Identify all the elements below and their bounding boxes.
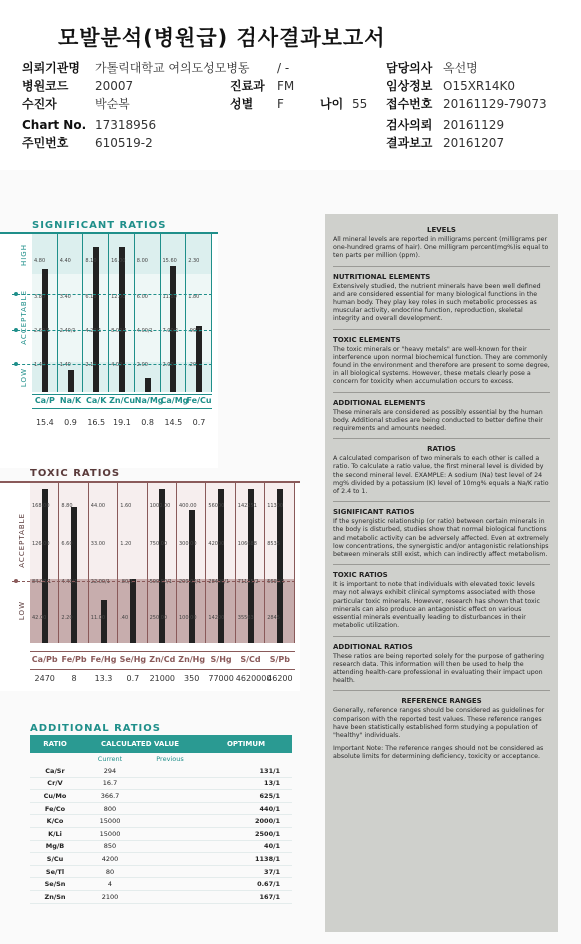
important-note-text: Important Note: The reference ranges should not be considered as absolute limits for determining deficiency, toxicity or acceptance.	[333, 745, 544, 761]
toxic-ratios-chart	[0, 481, 300, 691]
significant-ratios-text: If the synergistic relationship (or ratio) between certain minerals in the body is disturbed, studies show that normal biological functions and metabolic activity can be adversely affected. Even at extremely low concentrations, the synergistic and/or antagonistic relationships between minerals still exist, which can indirectly affect metabolism.	[333, 518, 549, 559]
tick-label: 126.00	[32, 541, 50, 547]
ratios-heading: RATIOS	[427, 445, 456, 454]
tick-label: 750.00	[149, 541, 168, 547]
table-subheader: Current Previous	[97, 755, 184, 763]
info-value: 옥선명	[443, 61, 478, 75]
info-label: 검사의뢰	[386, 118, 433, 132]
tick-label: 2.40/1	[59, 328, 76, 334]
tick-label: 11.80	[162, 294, 177, 300]
levels-text: All mineral levels are reported in milligrams percent (milligrams per one-hundred grams of hair). One milligram percent(mg%)is equal to ten parts per million (ppm).	[333, 236, 549, 260]
tick-label: 2.00	[162, 362, 174, 368]
significant-bar	[119, 247, 125, 392]
ratio-value: 0.7	[192, 418, 206, 427]
info-value: FM	[277, 79, 295, 93]
ratio-value: 4620000	[235, 674, 272, 683]
tick-label: 28400/1	[208, 579, 230, 585]
significant-bar	[93, 247, 99, 392]
toxic-bar	[130, 579, 136, 643]
ratio-label: S/Hg	[210, 655, 232, 664]
ratio-value: 13.3	[94, 674, 113, 683]
tick-label: 8.00/1	[111, 328, 128, 334]
scanned-report	[0, 170, 581, 944]
tick-label: 4.00	[111, 362, 123, 368]
info-value: 17318956	[95, 118, 157, 132]
additional-ratios-heading: ADDITIONAL RATIOS	[333, 642, 413, 651]
ratio-label: Fe/Cu	[186, 396, 212, 405]
tick-label: 300.00	[179, 541, 197, 547]
tick-label: 8.10	[85, 258, 97, 264]
toxic-ratios-title: TOXIC RATIOS	[30, 468, 121, 479]
ratio-value: 0.8	[141, 418, 154, 427]
info-value: 박순복	[95, 97, 130, 111]
ratio-label: Se/Hg	[119, 655, 147, 664]
toxic-bar	[71, 507, 77, 643]
ratio-label: S/Pb	[269, 655, 291, 664]
tick-label: 35563	[237, 615, 254, 621]
tick-label: 16.00	[111, 258, 126, 264]
ratios-text: A calculated comparison of two minerals to each other is called a ratio. To calculate a ratio value, the first mineral level is divided by the second mineral level. EXAMPLE: A sodium (Na) test level of 24 mg% divided by a potassium (K) level of 10mg% equals a Na/K ratio of 2.4 to 1.	[333, 455, 549, 496]
reference-ranges-text: Generally, reference ranges should be considered as guidelines for comparison with the reported test values. These reference ranges have been statistically established form studying a population of "healthy" individuals.	[333, 707, 545, 739]
ratio-label: Zn/Cd	[149, 655, 176, 664]
ratio-label: S/Cd	[240, 655, 261, 664]
info-label: 진료과	[230, 79, 265, 93]
ratio-label: Zn/Cu	[109, 396, 136, 405]
tick-label: 42.00	[32, 615, 47, 621]
info-value: O15XR14K0	[443, 79, 516, 93]
additional-ratios-title: ADDITIONAL RATIOS	[30, 723, 161, 734]
tick-label: 100.00	[179, 615, 197, 621]
tick-label: 1.80	[188, 294, 200, 300]
ratio-label: Ca/Pb	[31, 655, 58, 664]
toxic-bar	[101, 600, 107, 643]
tick-label: 2.00	[136, 362, 148, 368]
zone-low-label: LOW	[20, 368, 28, 388]
levels-heading: LEVELS	[427, 226, 456, 234]
tick-label: 2.20	[61, 615, 73, 621]
significant-bar	[145, 378, 151, 392]
zone-acceptable-label: ACCEPTABLE	[20, 290, 28, 345]
tick-label: 1.60	[120, 503, 132, 509]
significant-ratios-chart	[0, 232, 218, 468]
tick-label: 4.80	[34, 258, 46, 264]
nutritional-heading: NUTRITIONAL ELEMENTS	[333, 272, 431, 281]
table-row: Ca/Sr 294 131/1	[30, 765, 292, 778]
ratio-value: 46200	[267, 674, 293, 683]
info-label: 병원코드	[22, 79, 69, 93]
ratio-value: 77000	[208, 674, 234, 683]
info-value: 20007	[95, 79, 134, 93]
tick-label: 2.10	[85, 362, 97, 368]
tick-label: 8535	[267, 541, 280, 547]
ratio-label: Ca/K	[86, 396, 107, 405]
info-label: 성별	[230, 97, 254, 111]
tick-label: 3.40	[59, 294, 71, 300]
toxic-elements-heading: TOXIC ELEMENTS	[333, 335, 401, 344]
info-value: 20161129-79073	[443, 97, 547, 111]
tick-label: 2.60/1	[34, 328, 50, 334]
tick-label: 2845	[267, 615, 280, 621]
info-value: 20161129	[443, 118, 505, 132]
ratio-value: 0.9	[64, 418, 77, 427]
info-label: / -	[277, 61, 290, 75]
tick-label: 5690/1	[267, 579, 285, 585]
age-label: 나이	[320, 97, 344, 111]
tick-label: 4.20/1	[85, 328, 102, 334]
tick-label: 3.80	[34, 294, 46, 300]
toxic-elements-text: The toxic minerals or "heavy metals" are well-known for their interference upon normal biochemical function. They are commonly found in the environment and therefore are present to some degree, in all biological systems. However, these metals clearly pose a concern for toxicity when accumulation occurs to excess.	[333, 345, 550, 386]
tick-label: 8.80	[61, 503, 73, 509]
tick-label: 1.20	[120, 541, 132, 547]
tick-label: 8.00	[136, 258, 148, 264]
table-row: Fe/Co 800 440/1	[30, 803, 292, 816]
info-label: 결과보고	[386, 136, 433, 150]
tick-label: 44.00	[90, 503, 106, 509]
tick-label: 4.40/1	[61, 579, 78, 585]
nutritional-text: Extensively studied, the nutrient minerals have been well defined and are considered essential for many biological functions in the human body. They play key roles in such metabolic processes as muscular activity, endocrine function, reproduction, skeletal integrity and overall development.	[333, 282, 541, 323]
table-row: Zn/Sn 2100 167/1	[30, 891, 292, 904]
ratio-label: Fe/Pb	[61, 655, 87, 664]
table-row: Mg/B 850 40/1	[30, 841, 292, 854]
tick-label: .20	[188, 362, 197, 368]
age-value: 55	[352, 97, 368, 111]
tick-label: 11300	[267, 503, 284, 509]
tick-label: 200.00/1	[179, 579, 202, 585]
additional-elements-heading: ADDITIONAL ELEMENTS	[333, 398, 426, 407]
tick-label: 71125/2	[237, 579, 259, 585]
table-row: Cr/V 16.7 13/1	[30, 778, 292, 791]
info-label: Chart No.	[22, 118, 87, 132]
ratio-value: 14.5	[164, 418, 183, 427]
ratio-label: Na/K	[59, 396, 82, 405]
tick-label: .90/1	[188, 328, 202, 334]
tick-label: 6.10	[85, 294, 97, 300]
info-label: 담당의사	[386, 61, 433, 75]
reference-ranges-heading: REFERENCE RANGES	[401, 697, 482, 706]
tick-label: 12.00	[111, 294, 126, 300]
ratio-label: Zn/Hg	[178, 655, 206, 664]
ratio-value: 19.1	[113, 418, 131, 427]
tick-label: 6.60	[61, 541, 73, 547]
significant-bar	[68, 370, 74, 392]
tick-label: 1.40	[59, 362, 71, 368]
tick-label: 400.00	[179, 503, 197, 509]
info-label: 임상정보	[386, 79, 433, 93]
table-row: Se/Sn 4 0.67/1	[30, 878, 292, 891]
tick-label: 6.00	[136, 294, 148, 300]
tick-label: .40	[120, 615, 129, 621]
info-value: 20161207	[443, 136, 505, 150]
tick-label: 250.00	[149, 615, 168, 621]
ratio-value: 2470	[34, 674, 55, 683]
tick-label: 14200	[208, 615, 225, 621]
additional-ratios-text: These ratios are being reported solely for the purpose of gathering research data. This information will then be used to help the attending health-care professional in evaluating their impact upon health.	[333, 652, 544, 685]
additional-elements-text: These minerals are considered as possibly essential by the human body. Additional studies are being conducted to better define their requirements and amounts needed.	[333, 408, 543, 433]
info-label: 접수번호	[386, 97, 433, 111]
ratio-value: 0.7	[126, 674, 140, 683]
explanation-panel	[325, 214, 558, 932]
tick-label: 4.40	[59, 258, 71, 264]
ratio-value: 21000	[149, 674, 176, 683]
additional-ratios-table	[30, 735, 292, 904]
significant-ratios-heading: SIGNIFICANT RATIOS	[333, 508, 415, 517]
toxic-ratios-heading: TOXIC RATIOS	[333, 571, 388, 580]
ratio-label: Na/Mg	[134, 396, 164, 405]
significant-bar	[196, 326, 202, 392]
tick-label: 15.60	[162, 258, 177, 264]
ratio-label: Fe/Hg	[90, 655, 117, 664]
tick-label: 4.00/1	[136, 328, 153, 334]
tick-label: 168.00	[32, 503, 50, 509]
info-label: 의뢰기관명	[22, 61, 80, 75]
tick-label: .80/1	[120, 579, 134, 585]
toxic-zone-low-label: LOW	[18, 601, 26, 621]
zone-high-label: HIGH	[20, 244, 28, 267]
tick-label: 1.40	[34, 362, 46, 368]
info-value: 가톨릭대학교 여의도성모병동	[95, 61, 250, 75]
tick-label: 84.00/1	[32, 579, 52, 585]
info-label: 수진자	[22, 97, 57, 111]
tick-label: 42000	[208, 541, 225, 547]
ratio-value: 350	[184, 674, 200, 683]
ratio-value: 15.4	[35, 418, 54, 427]
report-title: 모발분석(병원급) 검사결과보고서	[58, 26, 386, 50]
tick-label: 33.00	[90, 541, 106, 547]
tick-label: 1000.00	[149, 503, 171, 509]
ratio-value: 8	[71, 674, 77, 683]
ratio-value: 16.5	[87, 418, 106, 427]
ratio-label: Ca/Mg	[160, 396, 189, 405]
toxic-ratios-text: It is important to note that individuals with elevated toxic levels may not always exhibit clinical symptoms associated with those particular toxic minerals. However, research has shown that toxic minerals can also produce an antagonistic effect on various essential minerals eventually leading to disturbances in their metabolic utilization.	[333, 581, 540, 630]
tick-label: 500.00/1	[149, 579, 172, 585]
table-row: Cu/Mo 366.7 625/1	[30, 790, 292, 803]
toxic-bar	[189, 510, 195, 643]
tick-label: 11.00	[90, 615, 106, 621]
tick-label: 7.00/1	[162, 328, 179, 334]
toxic-zone-acceptable-label: ACCEPTABLE	[18, 513, 26, 568]
tick-label: 56000	[208, 503, 225, 509]
tick-label: 22.00/1	[90, 579, 110, 585]
table-row: S/Cu 4200 1138/1	[30, 853, 292, 866]
info-value: F	[277, 97, 284, 111]
table-header: RATIO CALCULATED VALUE OPTIMUM	[30, 735, 292, 753]
tick-label: 142251	[237, 503, 257, 509]
info-label: 주민번호	[22, 136, 69, 150]
tick-label: 2.30	[188, 258, 200, 264]
tick-label: 106688	[237, 541, 257, 547]
table-row: Se/Tl 80 37/1	[30, 866, 292, 879]
table-row: K/Li 15000 2500/1	[30, 828, 292, 841]
info-value: 610519-2	[95, 136, 153, 150]
table-row: K/Co 15000 2000/1	[30, 815, 292, 828]
significant-ratios-title: SIGNIFICANT RATIOS	[32, 220, 167, 231]
ratio-label: Ca/P	[34, 396, 55, 405]
